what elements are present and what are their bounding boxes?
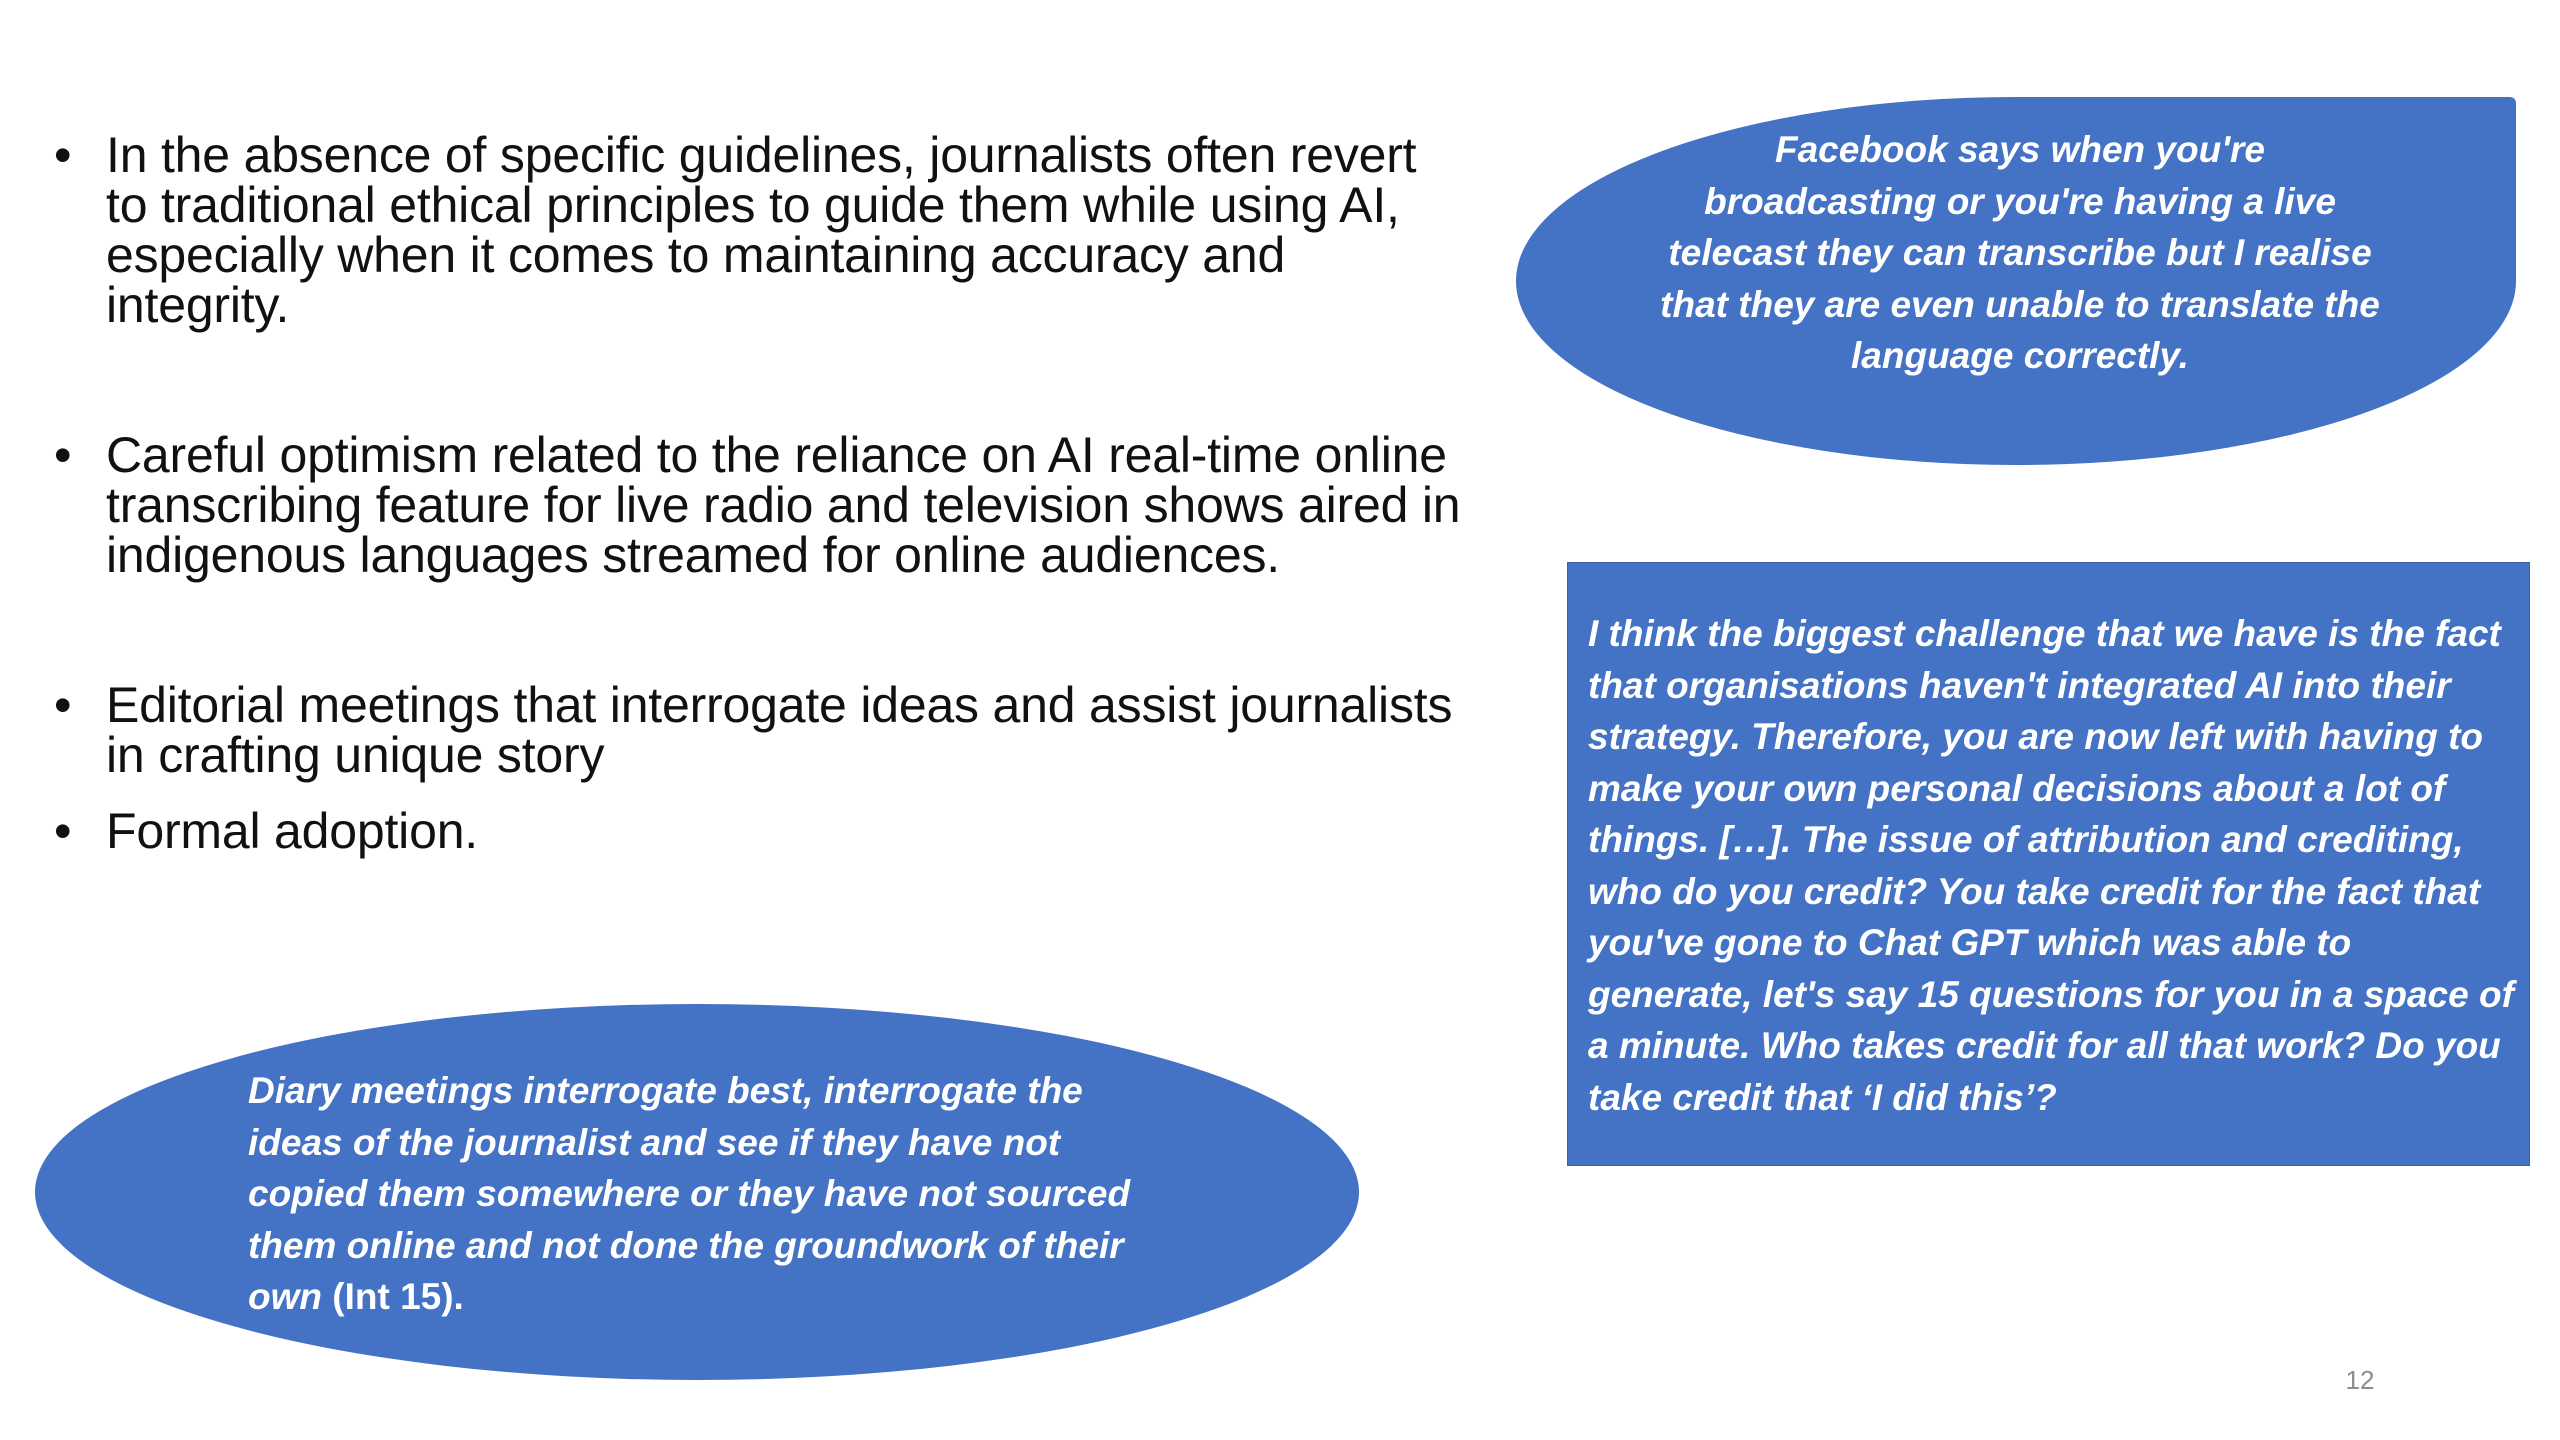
bullet-dot-icon: •: [54, 803, 72, 859]
bullet-item: [50, 427, 1470, 583]
bullet-text: Editorial meetings that interrogate ideas and assist journalists in crafting unique story: [106, 677, 1453, 783]
bullet-item: [50, 803, 1470, 859]
quote-text-right: I think the biggest challenge that we have is the fact that organisations haven't integrated AI into their strategy. Therefore, you are now left with having to make your own personal decisions about a lot of things. […]. The issue of attribution and crediting, who do you credit? You take credit for the fact that you've gone to Chat GPT which was able to generate, let's say 15 questions for you in a space of a minute. Who takes credit for all that work? Do you take credit that ‘I did this’?: [1588, 613, 2514, 1118]
bullet-dot-icon: •: [54, 677, 72, 733]
quote-text-bottom-container: [248, 1065, 1168, 1323]
bullet-dot-icon: •: [54, 127, 72, 183]
bullet-text: In the absence of specific guidelines, journalists often revert to traditional ethical principles to guide them while using AI, especially when it comes to maintaining accuracy and integrity.: [106, 127, 1417, 333]
page-number: 12: [2345, 1365, 2375, 1395]
bullet-text: Careful optimism related to the reliance on AI real-time online transcribing feature for live radio and television shows aired in indigenous languages streamed for online audiences.: [106, 427, 1461, 583]
quote-text-bottom: Diary meetings interrogate best, interrogate the ideas of the journalist and see if they have not copied them somewhere or they have not sourced them online and not done the groundwork of their own: [248, 1070, 1131, 1317]
bullet-text: Formal adoption.: [106, 803, 478, 859]
quote-citation: (Int 15).: [332, 1276, 464, 1317]
bullet-item: [50, 677, 1470, 783]
bullet-item: [50, 127, 1470, 333]
bullet-dot-icon: •: [54, 427, 72, 483]
bullet-list: [50, 127, 1470, 859]
quote-text-top: Facebook says when you're broadcasting or you're having a live telecast they can transcribe but I realise that they are even unable to translate the language correctly.: [1660, 129, 2380, 376]
